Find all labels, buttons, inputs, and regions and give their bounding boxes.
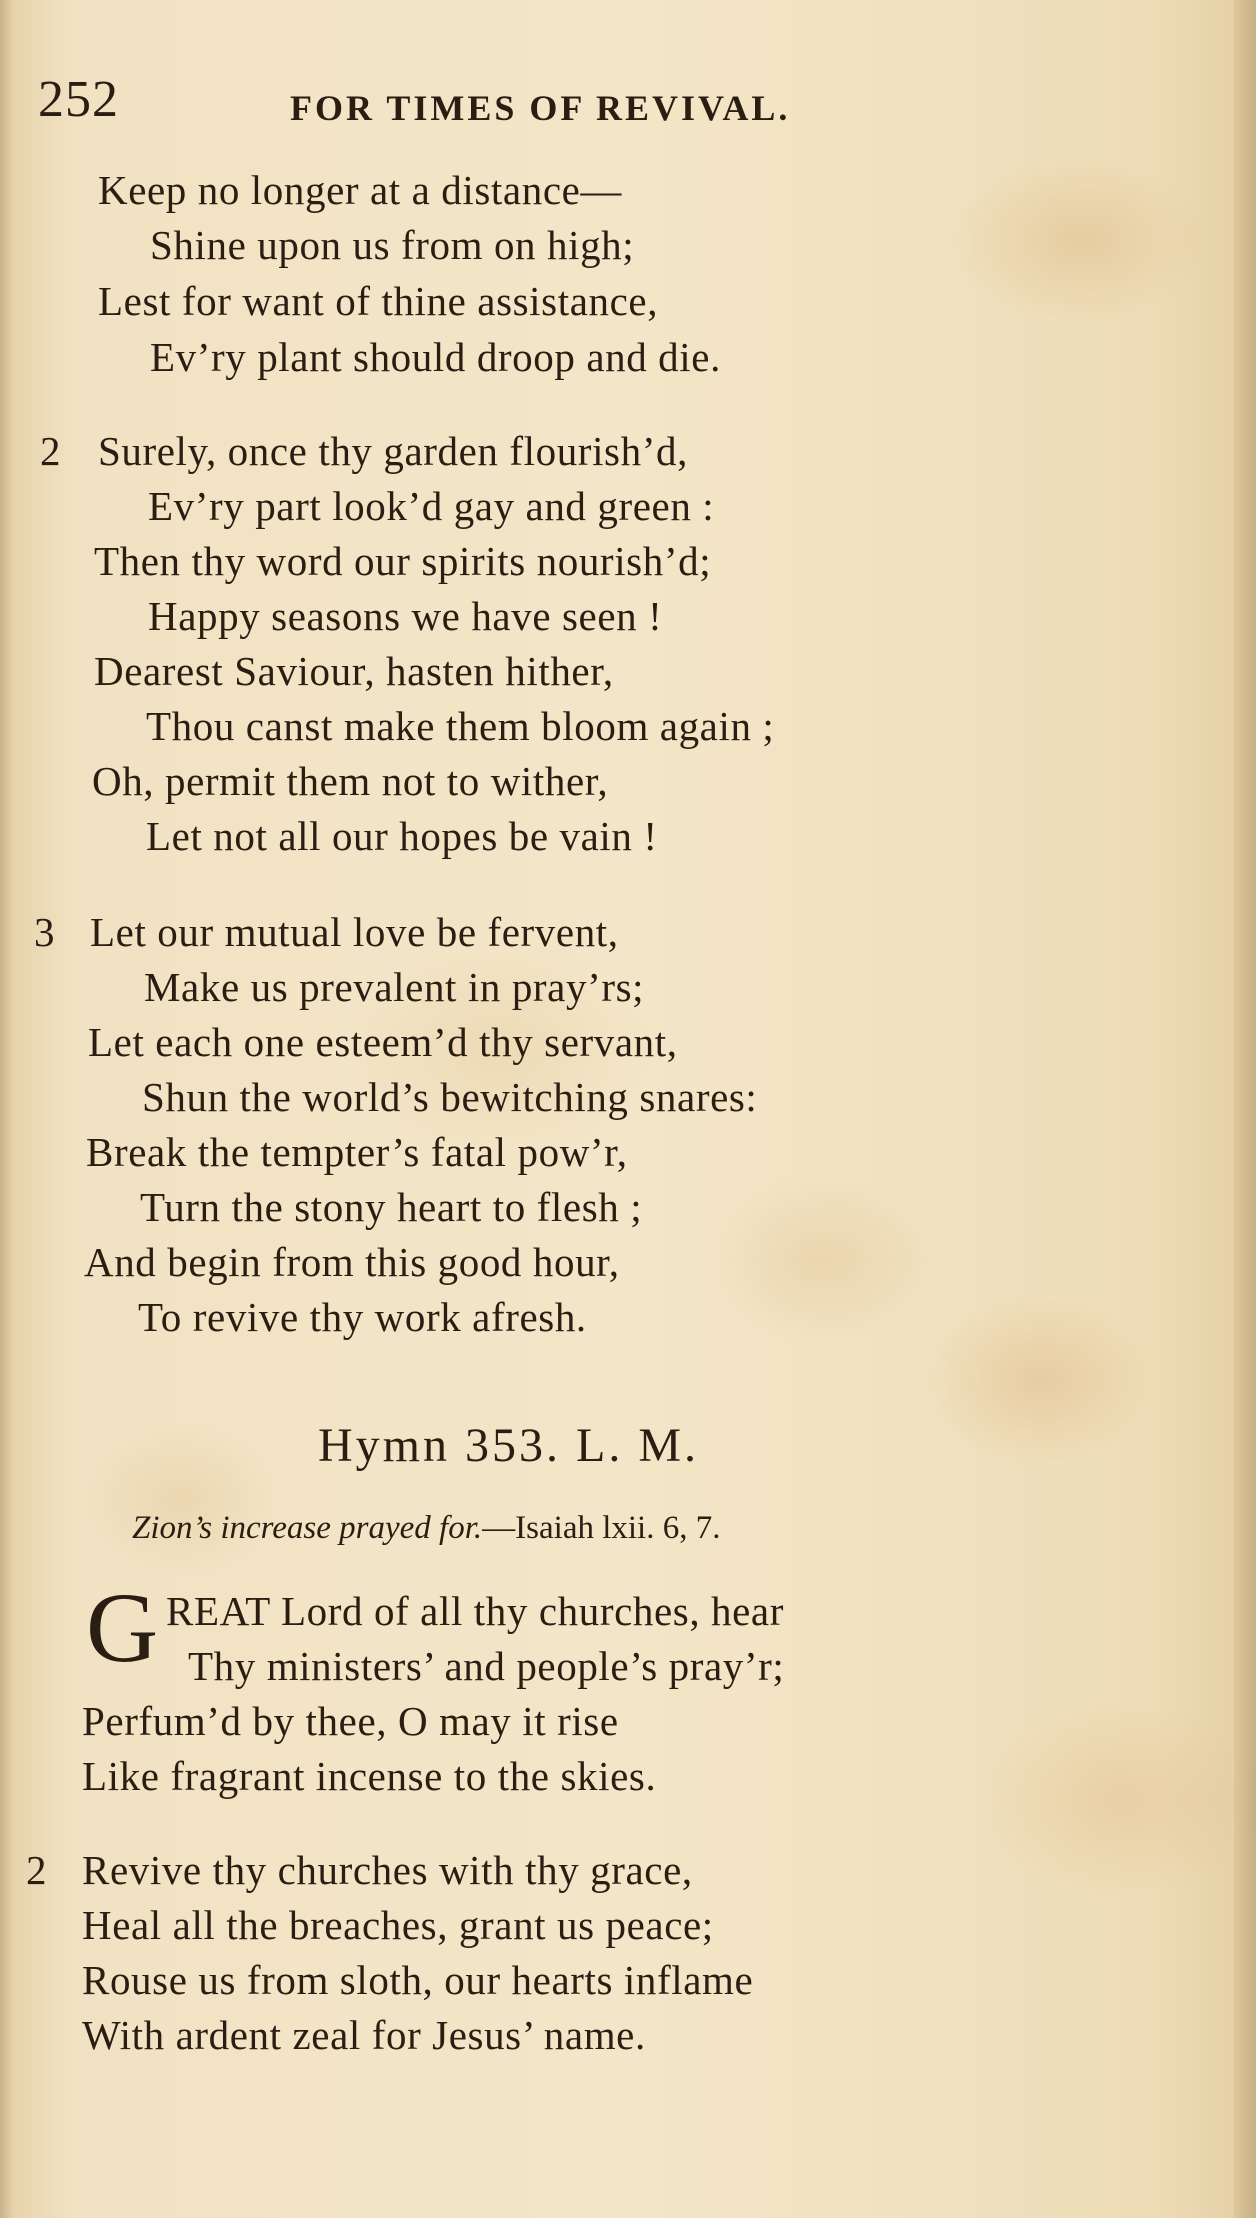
verse-line: Ev’ry plant should droop and die. bbox=[150, 334, 721, 380]
verse-line: Keep no longer at a distance— bbox=[98, 167, 623, 213]
stanza-number: 2 bbox=[40, 428, 61, 474]
verse-line: Happy seasons we have seen ! bbox=[148, 593, 663, 639]
verse-line: Shine upon us from on high; bbox=[150, 222, 635, 268]
verse-line: Make us prevalent in pray’rs; bbox=[144, 964, 645, 1010]
verse-line: Dearest Saviour, hasten hither, bbox=[94, 648, 614, 694]
verse-line: Then thy word our spirits nourish’d; bbox=[94, 538, 712, 584]
verse-line: Perfum’d by thee, O may it rise bbox=[82, 1698, 619, 1744]
verse-line: Let not all our hopes be vain ! bbox=[146, 813, 658, 859]
hymn-title: Hymn 353. L. M. bbox=[318, 1419, 699, 1472]
verse-line: And begin from this good hour, bbox=[84, 1239, 620, 1285]
drop-cap: G bbox=[86, 1572, 159, 1683]
page-number: 252 bbox=[38, 71, 119, 128]
verse-line: With ardent zeal for Jesus’ name. bbox=[82, 2012, 646, 2058]
verse-line: Surely, once thy garden flourish’d, bbox=[98, 428, 688, 474]
verse-line: Lest for want of thine assistance, bbox=[98, 278, 659, 324]
running-head: FOR TIMES OF REVIVAL. bbox=[290, 88, 791, 128]
stanza-number: 3 bbox=[34, 909, 55, 955]
verse-line: Oh, permit them not to wither, bbox=[92, 758, 609, 804]
verse-line: Let our mutual love be fervent, bbox=[90, 909, 619, 955]
verse-line: Thou canst make them bloom again ; bbox=[146, 703, 775, 749]
verse-line: Turn the stony heart to flesh ; bbox=[140, 1184, 643, 1230]
stanza-number: 2 bbox=[26, 1847, 47, 1893]
page-right-edge-shadow bbox=[1234, 0, 1256, 2218]
page-left-edge-shadow bbox=[0, 0, 14, 2218]
verse-line: Thy ministers’ and people’s pray’r; bbox=[188, 1643, 785, 1689]
hymn-subtitle bbox=[132, 1508, 720, 1548]
verse-line: Like fragrant incense to the skies. bbox=[82, 1753, 657, 1799]
hymn-subtitle-reference: —Isaiah lxii. 6, 7. bbox=[482, 1510, 721, 1546]
verse-line: Revive thy churches with thy grace, bbox=[82, 1847, 693, 1893]
verse-line: Shun the world’s bewitching snares: bbox=[142, 1074, 758, 1120]
verse-line: To revive thy work afresh. bbox=[138, 1294, 587, 1340]
hymn-subtitle-topic: Zion’s increase prayed for. bbox=[132, 1510, 483, 1546]
verse-line: Let each one esteem’d thy servant, bbox=[88, 1019, 678, 1065]
verse-line: Rouse us from sloth, our hearts inflame bbox=[82, 1957, 754, 2003]
verse-line: Heal all the breaches, grant us peace; bbox=[82, 1902, 714, 1948]
verse-line: REAT Lord of all thy churches, hear bbox=[166, 1588, 784, 1634]
verse-line: Ev’ry part look’d gay and green : bbox=[148, 483, 715, 529]
verse-line: Break the tempter’s fatal pow’r, bbox=[86, 1129, 628, 1175]
